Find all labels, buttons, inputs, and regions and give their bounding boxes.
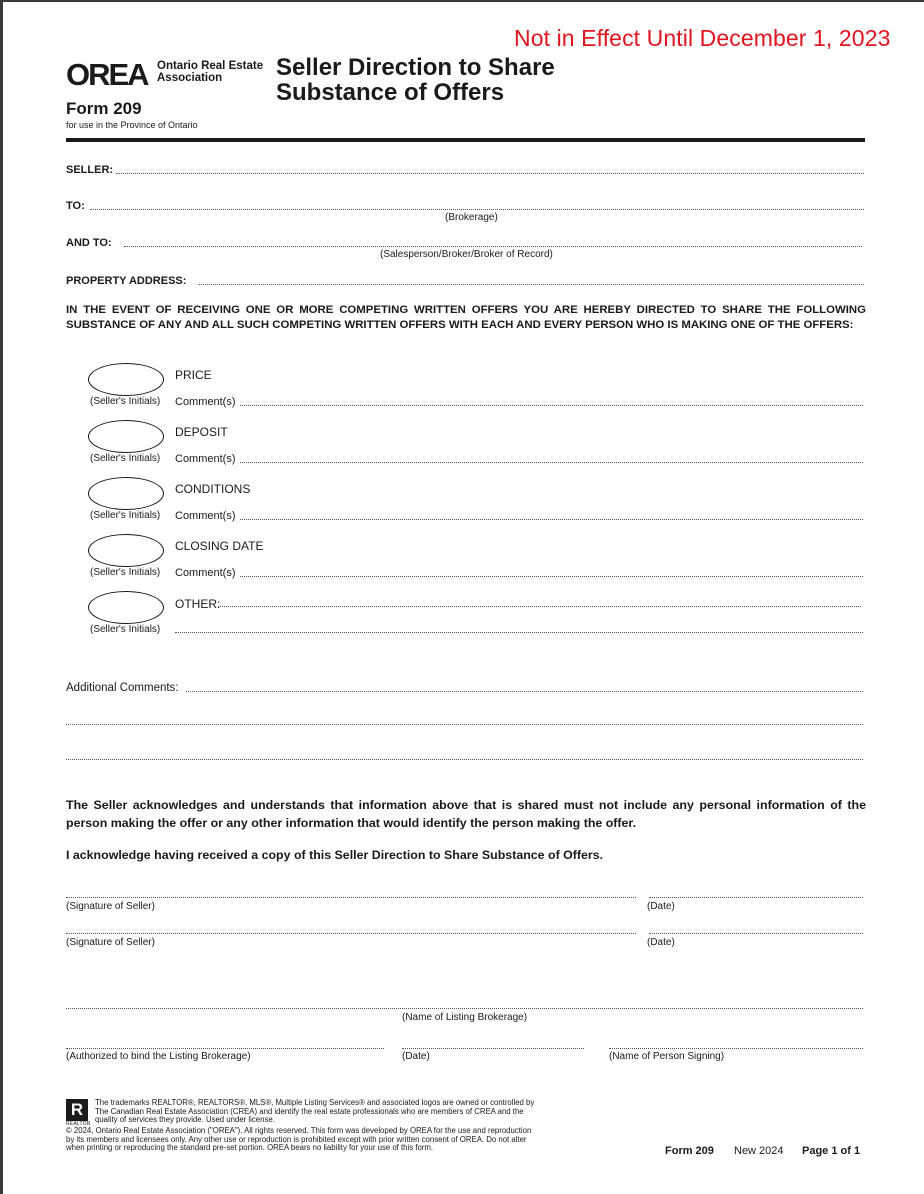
name-signing-caption: (Name of Person Signing) xyxy=(609,1051,725,1062)
orea-logo-word: OREA xyxy=(66,57,148,92)
form-use-note: for use in the Province of Ontario xyxy=(66,120,198,130)
comments-label-closing-date: Comment(s) xyxy=(175,567,236,579)
date-line-3[interactable] xyxy=(402,1048,584,1049)
form-title-line2: Substance of Offers xyxy=(276,79,505,106)
property-address-field[interactable] xyxy=(199,284,864,285)
other-comments-field[interactable] xyxy=(175,632,863,633)
copyright-line-2: by its members and licensees only. Any other use or reproduction is prohibited except with prior written consent of OREA. Do not alter xyxy=(66,1134,527,1144)
authorized-caption: (Authorized to bind the Listing Brokerage) xyxy=(66,1051,251,1062)
additional-comments-line-1[interactable] xyxy=(186,691,863,692)
orea-logo-org-name xyxy=(157,60,263,84)
seller-signature-line-1[interactable] xyxy=(66,897,636,898)
orea-logo xyxy=(66,57,266,93)
other-field[interactable] xyxy=(218,606,861,607)
date-caption-2: (Date) xyxy=(647,937,675,948)
copyright-line-3: when printing or reproducing the standard pre-set portion. OREA bears no liability for your use of this form. xyxy=(66,1143,434,1153)
copyright-line-1: © 2024, Ontario Real Estate Association ("OREA"). All rights reserved. This form was developed by OREA for the use and reproduction xyxy=(66,1126,532,1135)
initials-oval-conditions[interactable] xyxy=(88,477,164,510)
seller-signature-caption-2: (Signature of Seller) xyxy=(66,937,155,948)
date-caption-3: (Date) xyxy=(402,1051,430,1062)
comments-field-conditions[interactable] xyxy=(240,519,863,520)
salesperson-caption: (Salesperson/Broker/Broker of Record) xyxy=(380,249,553,260)
form-number: Form 209 xyxy=(66,99,142,118)
seller-signature-line-2[interactable] xyxy=(66,933,636,934)
and-to-label: AND TO: xyxy=(66,237,112,249)
form-title-line1: Seller Direction to Share xyxy=(276,54,555,81)
initials-caption-closing-date: (Seller's Initials) xyxy=(90,567,161,578)
copyright-notice xyxy=(66,1127,531,1153)
initials-oval-price[interactable] xyxy=(88,363,164,396)
trademark-notice xyxy=(95,1099,534,1125)
initials-caption-conditions: (Seller's Initials) xyxy=(90,510,161,521)
orea-logo-org-line1: Ontario Real Estate xyxy=(157,60,264,72)
date-caption-1: (Date) xyxy=(647,901,675,912)
initials-caption-other: (Seller's Initials) xyxy=(90,624,161,635)
footer-page-number: Page 1 of 1 xyxy=(802,1145,861,1157)
seller-signature-caption-1: (Signature of Seller) xyxy=(66,901,155,912)
page-border-left xyxy=(0,0,3,1194)
item-conditions: CONDITIONS xyxy=(175,482,251,496)
authorized-signature-line[interactable] xyxy=(66,1048,384,1049)
acknowledgement-copy-statement: I acknowledge having received a copy of this Seller Direction to Share Substance of Offers. xyxy=(66,848,604,862)
listing-brokerage-line[interactable] xyxy=(66,1008,863,1009)
initials-caption-price: (Seller's Initials) xyxy=(90,396,161,407)
name-signing-line[interactable] xyxy=(609,1048,863,1049)
orea-logo-org-line2: Association xyxy=(157,72,223,84)
comments-field-price[interactable] xyxy=(240,405,863,406)
initials-oval-other[interactable] xyxy=(88,591,164,624)
initials-oval-closing-date[interactable] xyxy=(88,534,164,567)
trademark-line-1: The trademarks REALTOR®, REALTORS®, MLS®, Multiple Listing Services® and associated logos are owned or controlled by xyxy=(95,1098,535,1107)
date-line-2[interactable] xyxy=(649,933,863,934)
header-rule xyxy=(66,138,865,142)
brokerage-caption: (Brokerage) xyxy=(445,212,498,223)
additional-comments-line-2[interactable] xyxy=(66,724,863,725)
comments-label-deposit: Comment(s) xyxy=(175,453,236,465)
direction-statement: IN THE EVENT OF RECEIVING ONE OR MORE COMPETING WRITTEN OFFERS YOU ARE HEREBY DIRECTED TO SHARE THE FOLLOWING SUBSTANCE OF ANY AND ALL SUCH COMPETING WRITTEN OFFERS WITH EACH AND EVERY PERSON WHO IS MAKING ONE OF THE OFFERS: xyxy=(66,304,866,331)
item-price: PRICE xyxy=(175,368,212,382)
form-title xyxy=(276,55,555,105)
seller-label: SELLER: xyxy=(66,164,114,176)
trademark-line-2: The Canadian Real Estate Association (CREA) and identify the real estate professionals who are members of CREA and the xyxy=(95,1106,524,1116)
listing-brokerage-caption: (Name of Listing Brokerage) xyxy=(402,1012,528,1023)
acknowledgement-statement: The Seller acknowledges and understands that information above that is shared must not include any personal information of the person making the offer or any other information that would identify the person making the offer. xyxy=(66,798,866,830)
comments-label-conditions: Comment(s) xyxy=(175,510,236,522)
page-border-top xyxy=(0,0,924,2)
footer-form-number: Form 209 xyxy=(665,1145,714,1157)
to-label: TO: xyxy=(66,200,85,212)
initials-oval-deposit[interactable] xyxy=(88,420,164,453)
additional-comments-label: Additional Comments: xyxy=(66,682,179,694)
comments-label-price: Comment(s) xyxy=(175,396,236,408)
realtor-logo-icon: R xyxy=(66,1099,88,1121)
realtor-logo-word: REALTOR xyxy=(66,1121,91,1127)
item-deposit: DEPOSIT xyxy=(175,425,228,439)
comments-field-deposit[interactable] xyxy=(240,462,863,463)
salesperson-field[interactable] xyxy=(124,246,862,247)
effective-date-notice: Not in Effect Until December 1, 2023 xyxy=(514,25,891,51)
date-line-1[interactable] xyxy=(649,897,863,898)
trademark-line-3: quality of services they provide. Used under license. xyxy=(95,1115,275,1125)
item-other: OTHER: xyxy=(175,597,221,611)
initials-caption-deposit: (Seller's Initials) xyxy=(90,453,161,464)
item-closing-date: CLOSING DATE xyxy=(175,539,264,553)
footer-edition: New 2024 xyxy=(734,1145,784,1157)
seller-field[interactable] xyxy=(116,173,864,174)
property-address-label: PROPERTY ADDRESS: xyxy=(66,275,187,287)
additional-comments-line-3[interactable] xyxy=(66,759,863,760)
brokerage-field[interactable] xyxy=(90,209,864,210)
comments-field-closing-date[interactable] xyxy=(240,576,863,577)
